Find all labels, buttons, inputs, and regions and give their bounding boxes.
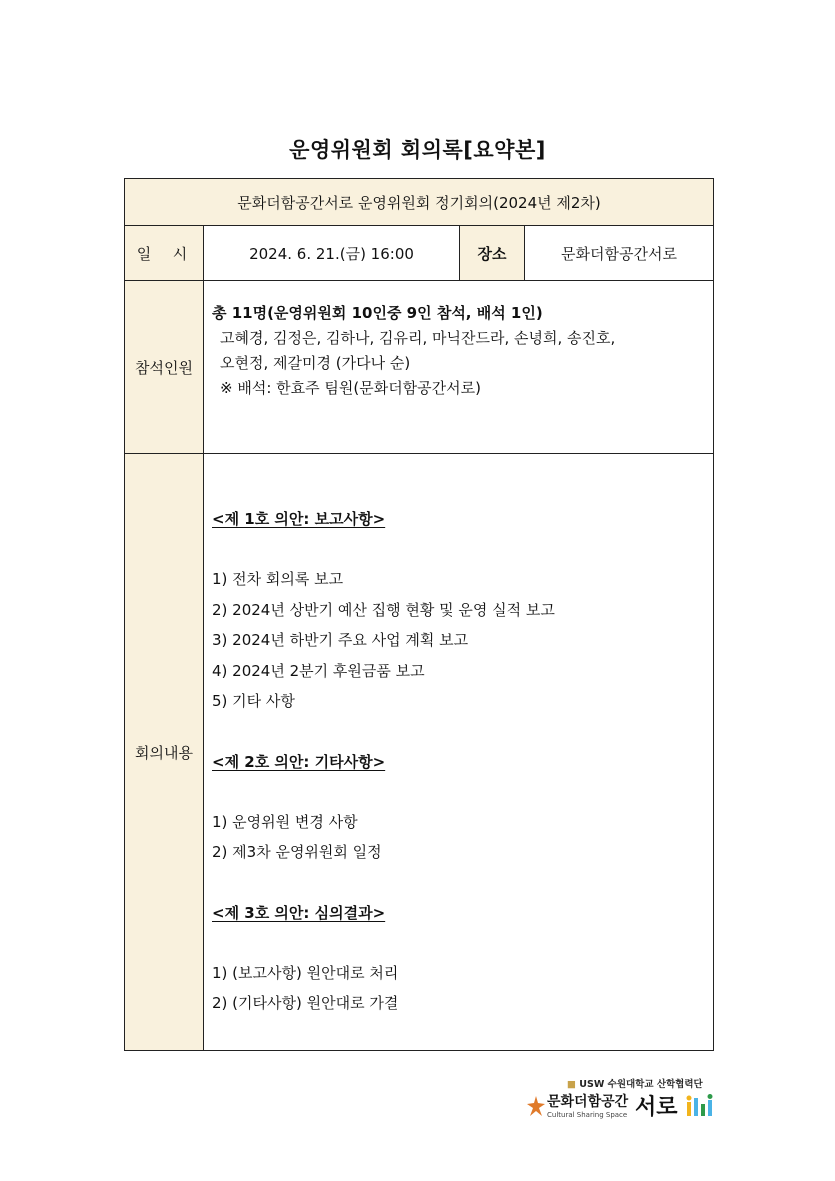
logo-big-text: 서로 [635,1095,678,1120]
agenda-2-item: 2) 제3차 운영위원회 일정 [212,843,382,861]
meeting-header: 문화더함공간서로 운영위원회 정기회의(2024년 제2차) [125,179,714,226]
agenda-1-item: 4) 2024년 2분기 후원금품 보고 [212,661,425,680]
agenda-3-item: 2) (기타사항) 원안대로 가결 [212,994,399,1012]
agenda-1-title: <제 1호 의안: 보고사항> [212,510,386,528]
attendees-label: 참석인원 [125,281,204,454]
agenda-1-item: 2) 2024년 상반기 예산 집행 현황 및 운영 실적 보고 [212,600,555,619]
content-cell [204,454,714,1051]
place-value: 문화더함공간서로 [525,226,714,281]
logo-sub-text: Cultural Sharing Space [547,1111,628,1119]
attendees-names-2: 오현정, 제갈미경 (가다나 순) [220,354,411,372]
agenda-2-item: 1) 운영위원 변경 사항 [212,812,358,831]
document-title: 운영위원회 회의록[요약본] [289,138,546,162]
datetime-label: 일 시 [125,226,204,281]
attendees-observer: ※ 배석: 한효주 팀원(문화더함공간서로) [220,379,481,397]
agenda-1-item: 1) 전차 회의록 보고 [212,570,344,588]
minutes-table [124,178,714,1051]
agenda-1-item: 3) 2024년 하반기 주요 사업 계획 보고 [212,631,469,649]
agenda-2-title: <제 2호 의안: 기타사항> [212,752,386,771]
attendees-names-1: 고혜경, 김정은, 김하나, 김유리, 마닉잔드라, 손녕희, 송진호, [220,329,616,347]
usw-logo-text: ■ USW 수원대학교 산학협력단 [567,1079,703,1090]
datetime-value: 2024. 6. 21.(금) 16:00 [204,226,460,281]
logo-main-text: 문화더함공간 [547,1094,629,1110]
attendees-cell [204,281,714,454]
agenda-3-title: <제 3호 의안: 심의결과> [212,903,386,922]
star-logo-icon [527,1096,545,1116]
agenda-1-item: 5) 기타 사항 [212,692,295,710]
content-label: 회의내용 [125,454,204,1051]
usw-shield-icon: ■ [567,1079,576,1090]
place-label: 장소 [460,226,525,281]
people-logo-icon [685,1094,717,1118]
attendees-total: 총 11명(운영위원회 10인중 9인 참석, 배석 1인) [212,304,543,322]
organization-logo [527,1076,717,1122]
agenda-3-item: 1) (보고사항) 원안대로 처리 [212,963,399,982]
